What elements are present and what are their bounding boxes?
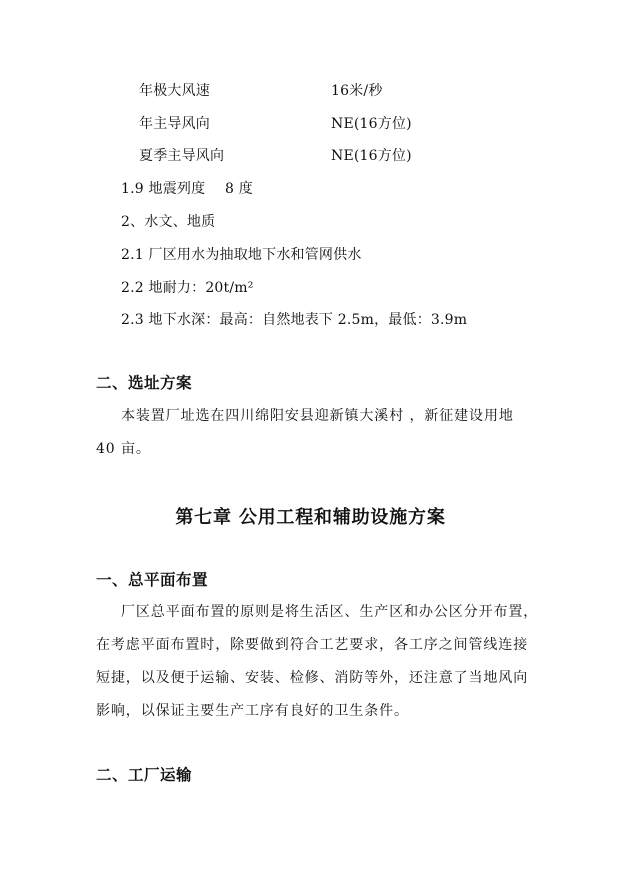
hydro-heading: 2、水文、地质 [121, 214, 216, 230]
seismic-label: 1.9 地震列度 [121, 181, 206, 197]
layout-paragraph-line-2: 在考虑平面布置时，除要做到符合工艺要求，各工序之间管线连接 [96, 637, 529, 653]
layout-paragraph-line-1: 厂区总平面布置的原则是将生活区、生产区和办公区分开布置， [121, 604, 539, 620]
climate-value-2: NE(16方位) [331, 116, 412, 132]
layout-paragraph-line-4: 影响，以保证主要生产工序有良好的卫生条件。 [96, 703, 409, 719]
hydro-item-2: 2.2 地耐力：20t/m² [121, 280, 254, 296]
layout-heading: 一、总平面布置 [96, 570, 209, 589]
hydro-item-1: 2.1 厂区用水为抽取地下水和管网供水 [121, 247, 362, 263]
seismic-value: 8 度 [225, 181, 253, 197]
climate-value-3: NE(16方位) [331, 148, 412, 164]
site-heading: 二、选址方案 [96, 373, 193, 392]
site-paragraph-line-1: 本装置厂址选在四川绵阳安县迎新镇大溪村 ，新征建设用地 [121, 408, 514, 424]
transport-heading: 二、工厂运输 [96, 765, 193, 784]
hydro-item-3: 2.3 地下水深：最高：自然地表下 2.5m，最低：3.9m [121, 312, 468, 328]
climate-value-1: 16米/秒 [331, 83, 383, 99]
climate-label-2: 年主导风向 [139, 116, 210, 132]
site-paragraph-line-2: 40 亩。 [96, 441, 151, 457]
chapter-title: 第七章 公用工程和辅助设施方案 [175, 507, 446, 528]
climate-label-3: 夏季主导风向 [139, 148, 225, 164]
layout-paragraph-line-3: 短捷，以及便于运输、安装、检修、消防等外，还注意了当地风向 [96, 670, 529, 686]
climate-label-1: 年极大风速 [139, 83, 210, 99]
